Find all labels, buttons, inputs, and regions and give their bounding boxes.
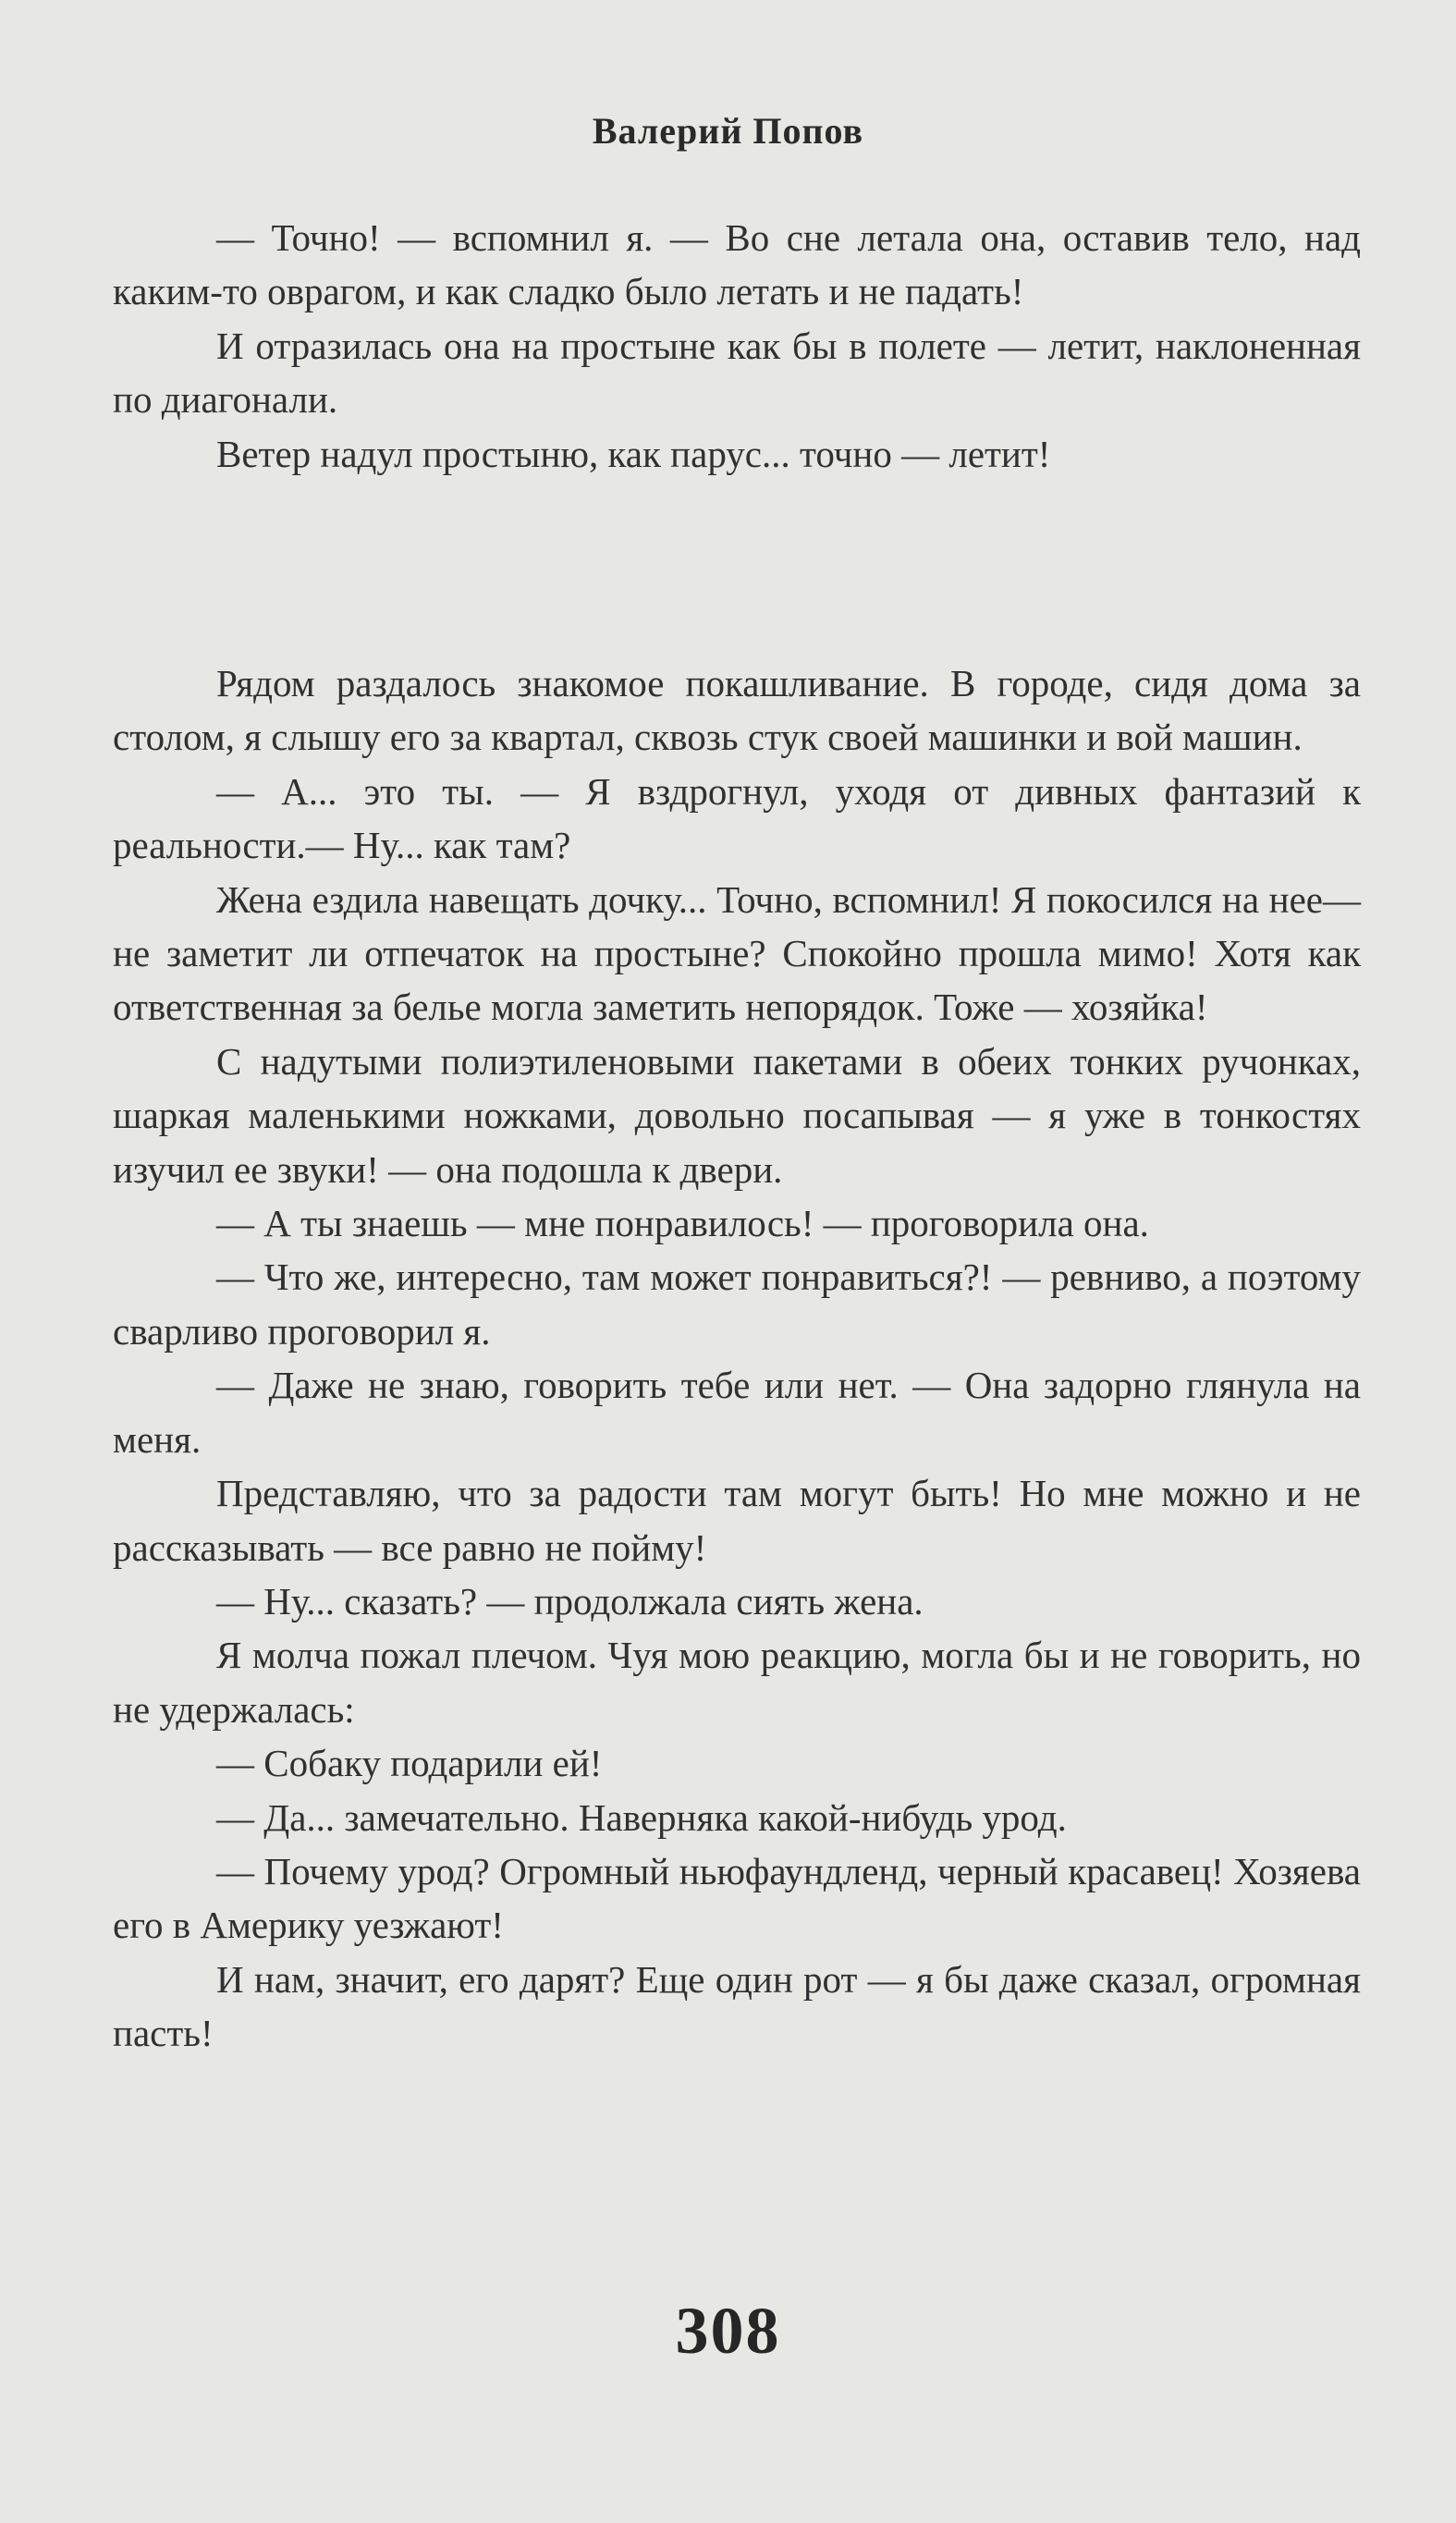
paragraph: — Точно! — вспомнил я. — Во сне летала она, оставив тело, над каким-то оврагом, и как сладко было летать и не падать!: [113, 216, 1361, 313]
paragraph: Жена ездила навещать дочку... Точно, вспомнил! Я покосился на нее— не заметит ли отпечаток на простыне? Спокойно прошла мимо! Хотя как ответственная за белье могла заметить непорядок. Тоже — хозяйка!: [113, 877, 1361, 1029]
running-head: Валерий Попов: [592, 110, 864, 152]
paragraph: Я молча пожал плечом. Чуя мою реакцию, могла бы и не говорить, но не удержалась:: [113, 1634, 1361, 1731]
paragraph: — Даже не знаю, говорить тебе или нет. — Она задорно глянула на меня.: [113, 1364, 1361, 1461]
paragraph: — А... это ты. — Я вздрогнул, уходя от дивных фантазий к реальности.— Ну... как там?: [113, 769, 1361, 867]
paragraph: С надутыми полиэтиленовыми пакетами в обеих тонких ручонках, шаркая маленькими ножками, довольно посапывая — я уже в тонкостях изучил ее звуки! — она подошла к двери.: [113, 1039, 1361, 1191]
page-number: 308: [675, 2294, 781, 2368]
paragraph: — Что же, интересно, там может понравиться?! — ревниво, а поэтому сварливо проговорил я.: [113, 1255, 1361, 1353]
paragraph: Рядом раздалось знакомое покашливание. В городе, сидя дома за столом, я слышу его за квартал, сквозь стук своей машинки и вой машин.: [113, 662, 1361, 759]
paragraph: — А ты знаешь — мне понравилось! — проговорила она.: [216, 1202, 1149, 1245]
paragraph: И отразилась она на простыне как бы в полете — летит, наклоненная по диагонали.: [113, 324, 1361, 422]
paragraph: И нам, значит, его дарят? Еще один рот — я бы даже сказал, огромная пасть!: [113, 1957, 1361, 2055]
paragraph: Представляю, что за радости там могут быть! Но мне можно и не рассказывать — все равно не пойму!: [113, 1472, 1361, 1569]
text-block-1: [113, 211, 1361, 481]
paragraph: — Ну... сказать? — продолжала сиять жена.: [216, 1579, 924, 1623]
paragraph: — Почему урод? Огромный ньюфаундленд, черный красавец! Хозяева его в Америку уезжают!: [113, 1849, 1361, 1947]
paragraph: Ветер надул простыню, как парус... точно — летит!: [216, 432, 1051, 475]
paragraph: — Да... замечательно. Наверняка какой-нибудь урод.: [216, 1795, 1067, 1839]
paragraph: — Собаку подарили ей!: [216, 1742, 603, 1785]
text-block-2: [113, 656, 1361, 2061]
